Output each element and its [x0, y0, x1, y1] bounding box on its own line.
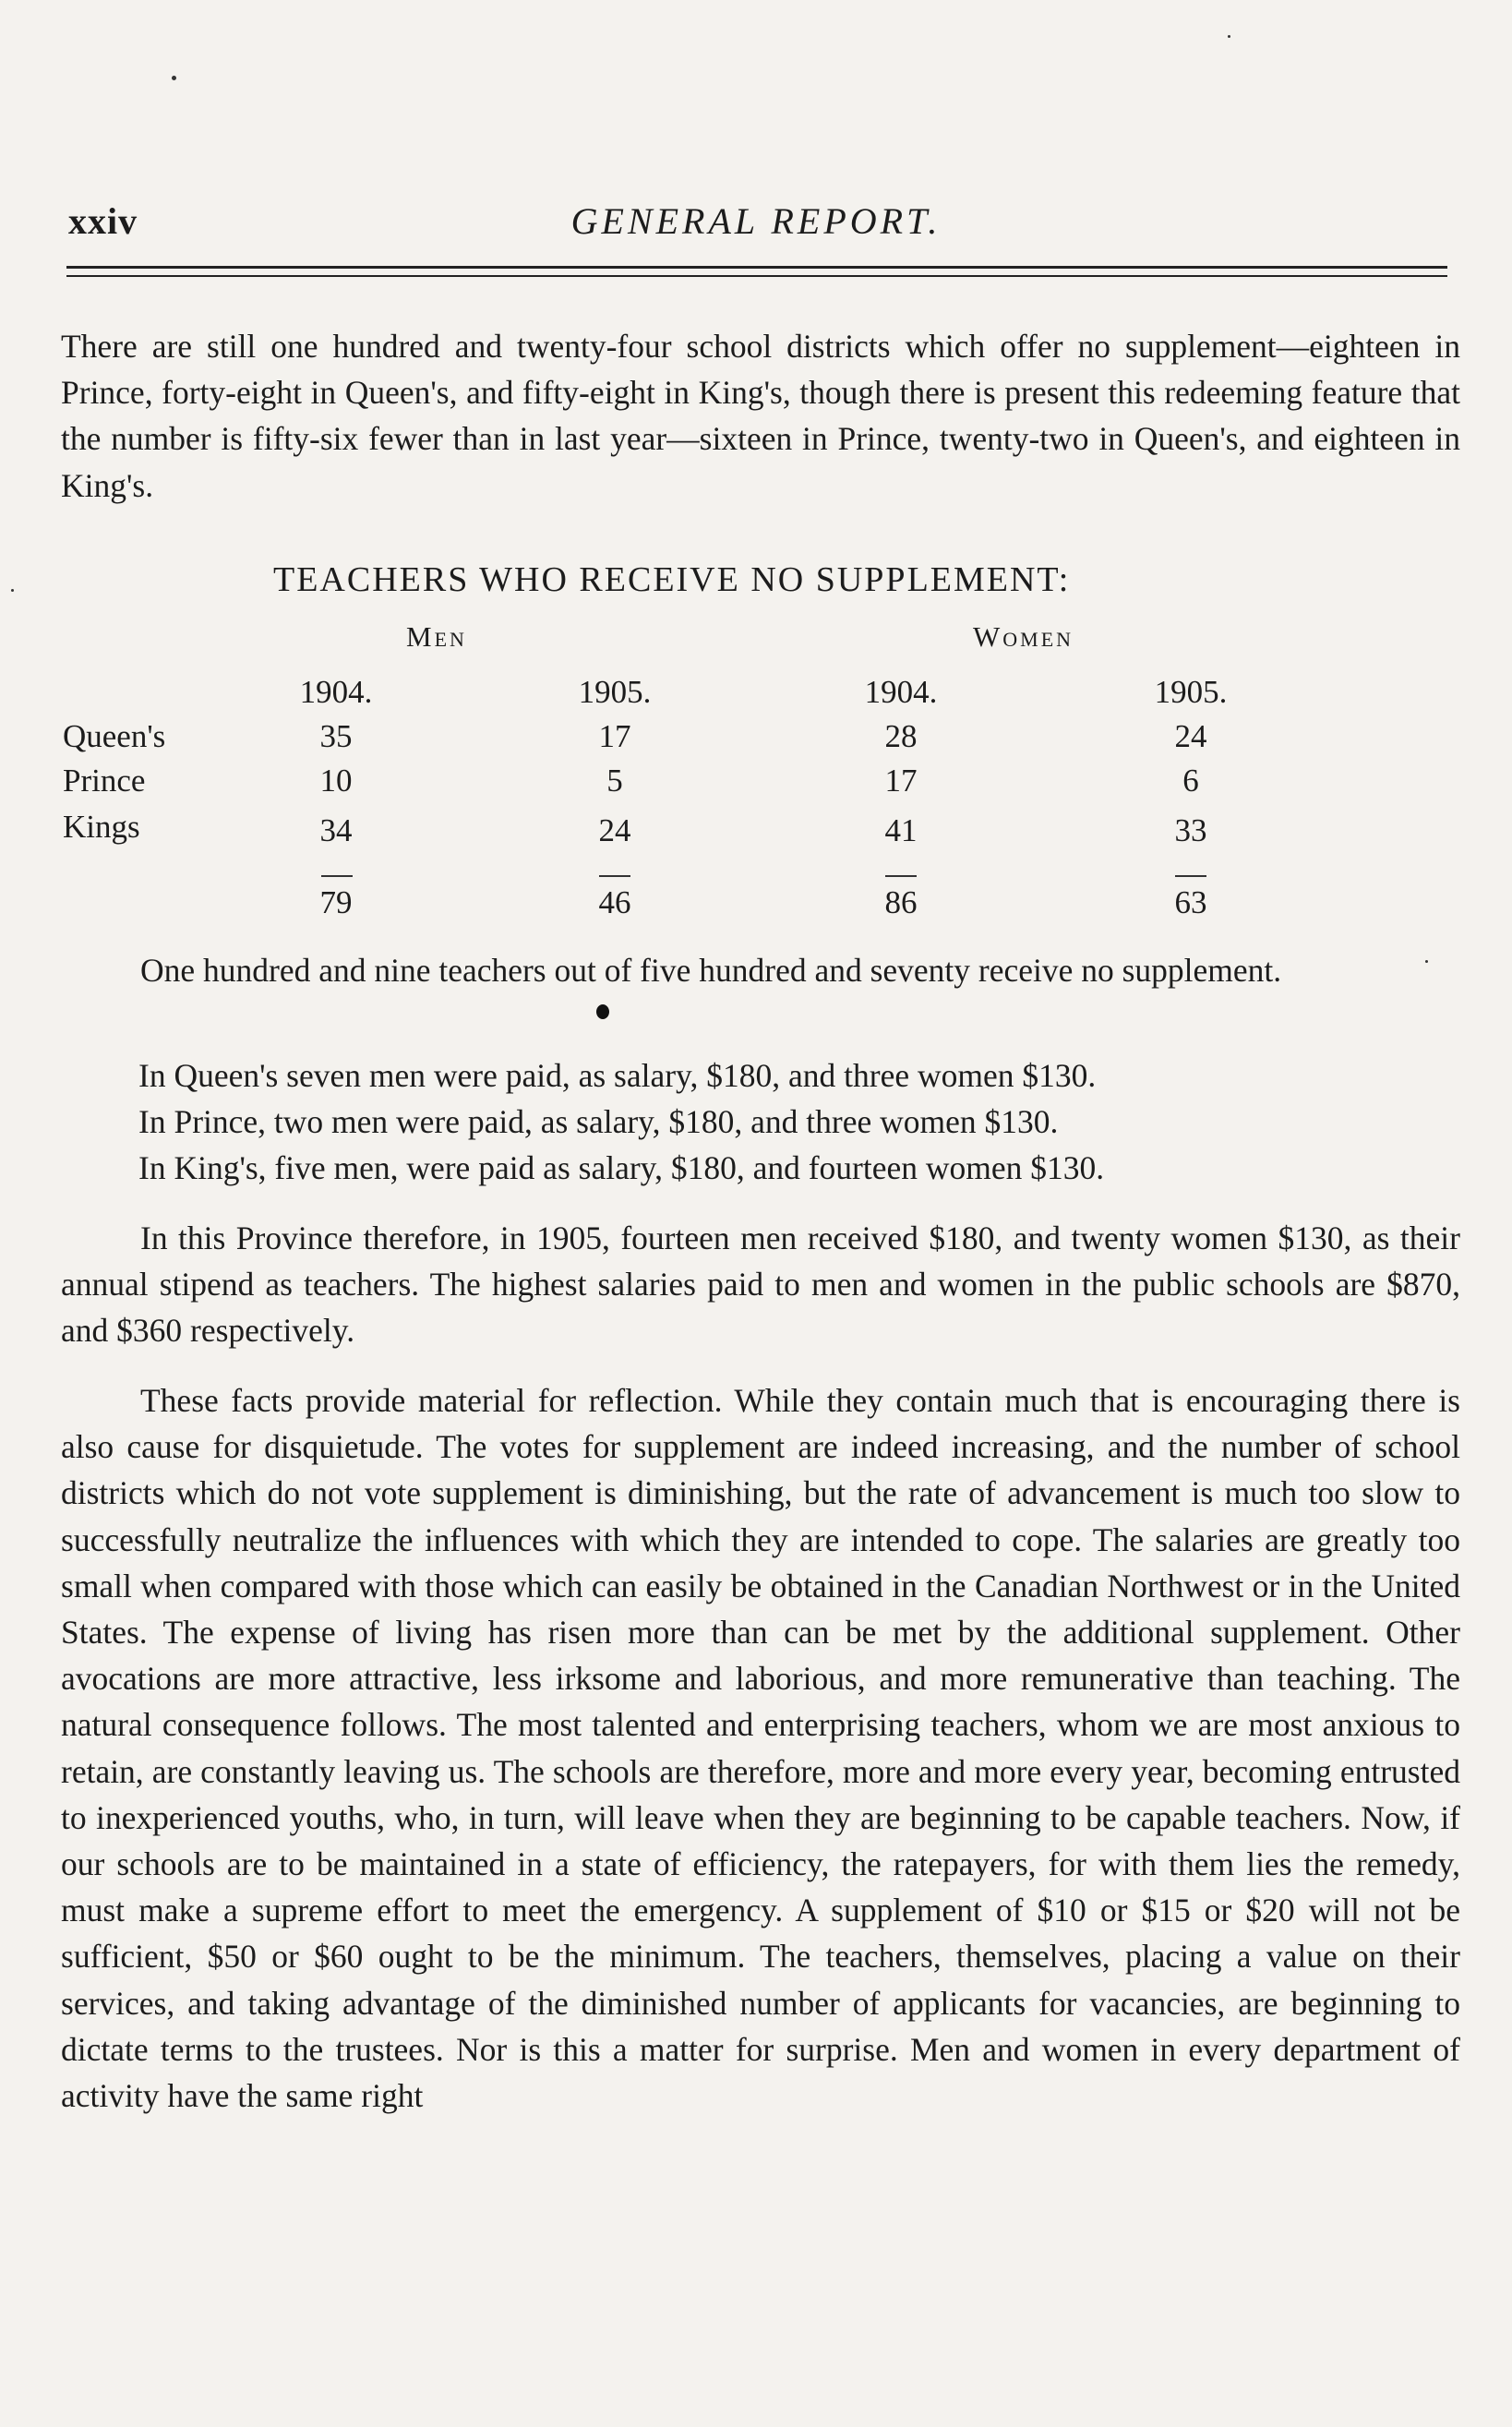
- table-cell: 41: [884, 812, 918, 848]
- table-cell: 34: [319, 812, 353, 848]
- table-cell: 17: [598, 718, 631, 754]
- total-cell: 46: [598, 884, 631, 920]
- table-cell: 24: [598, 812, 631, 848]
- paragraph-reflection: These facts provide material for reflection. While they contain much that is encouraging there is also cause for disquietude. The votes for supplement are indeed increasing, and the number of school districts which do not vote supplement is diminishing, but the rate of advancement is much too slow to successfully neutralize the influences with which they are intended to cope. The salaries are greatly too small when compared with those which can easily be obtained in the Canadian Northwest or in the United States. The expense of living has risen more than can be met by the additional supplement. Other avocations are more attractive, less irksome and laborious, and more remunerative than teaching. The natural consequence follows. The most talented and enterprising teachers, whom we are most anxious to retain, are constantly leaving us. The schools are therefore, more and more every year, becoming entrusted to inexperienced youths, who, in turn, will leave when they are beginning to be capable teachers. Now, if our schools are to be maintained in a state of efficiency, the ratepayers, for with them lies the remedy, must make a supreme effort to meet the emergency. A supplement of $10 or $15 or $20 will not be sufficient, $50 or $60 ought to be the minimum. The teachers, themselves, placing a value on their services, and taking advantage of the diminished number of applicants for vacancies, are beginning to dictate terms to the trustees. Nor is this a matter for surprise. Men and women in every department of activity have the same right: [61, 1382, 1460, 2115]
- table-cell: 10: [319, 763, 353, 799]
- year-header: 1905.: [1154, 674, 1228, 710]
- page-header: [61, 196, 1451, 251]
- row-label: Queen's: [63, 718, 166, 754]
- paragraph-districts: There are still one hundred and twenty-four school districts which offer no supplement—eighteen in Prince, forty-eight in Queen's, and fifty-eight in King's, though there is present this redeeming feature that the number is fifty-six fewer than in last year—sixteen in Prince, twenty-two in Queen's, and eighteen in King's.: [61, 328, 1460, 504]
- table-cell: 17: [884, 763, 918, 799]
- year-header: 1905.: [578, 674, 652, 710]
- table-cell: 35: [319, 718, 353, 754]
- scan-speck: [172, 76, 176, 80]
- salary-line-prince: In Prince, two men were paid, as salary, $180, and three women $130.: [138, 1103, 1059, 1140]
- salary-line-kings: In King's, five men, were paid as salary, $180, and fourteen women $130.: [138, 1149, 1105, 1186]
- table-cell: 28: [884, 718, 918, 754]
- table-cell: 33: [1174, 812, 1207, 848]
- ink-dot: [596, 1004, 609, 1019]
- column-group-men: Men: [406, 620, 467, 653]
- row-label: Kings: [63, 809, 140, 845]
- paragraph-province-salaries: In this Province therefore, in 1905, fourteen men received $180, and twenty women $130, as their annual stipend as teachers. The highest salaries paid to men and women in the public schools are $870, and $360 respectively.: [61, 1220, 1460, 1350]
- table-cell: 6: [1182, 763, 1199, 799]
- header-rule: [66, 266, 1447, 269]
- sum-dash: [599, 875, 630, 877]
- page-number: xxiv: [68, 200, 138, 242]
- column-group-women: Women: [973, 620, 1074, 653]
- scan-speck: [11, 589, 14, 592]
- header-rule-thin: [66, 275, 1447, 277]
- table-cell: 24: [1174, 718, 1207, 754]
- paragraph-no-supplement: One hundred and nine teachers out of five hundred and seventy receive no supplement.: [140, 952, 1282, 989]
- sum-dash: [1175, 875, 1206, 877]
- total-cell: 79: [319, 884, 353, 920]
- row-label: Prince: [63, 763, 146, 799]
- total-cell: 63: [1174, 884, 1207, 920]
- sum-dash: [321, 875, 353, 877]
- scan-speck: [1228, 35, 1230, 38]
- table-title: TEACHERS WHO RECEIVE NO SUPPLEMENT:: [273, 560, 1071, 599]
- running-head: GENERAL REPORT.: [570, 200, 942, 242]
- year-header: 1904.: [864, 674, 938, 710]
- year-header: 1904.: [299, 674, 373, 710]
- sum-dash: [885, 875, 917, 877]
- salary-line-queens: In Queen's seven men were paid, as salary, $180, and three women $130.: [138, 1057, 1097, 1094]
- table-cell: 5: [606, 763, 623, 799]
- total-cell: 86: [884, 884, 918, 920]
